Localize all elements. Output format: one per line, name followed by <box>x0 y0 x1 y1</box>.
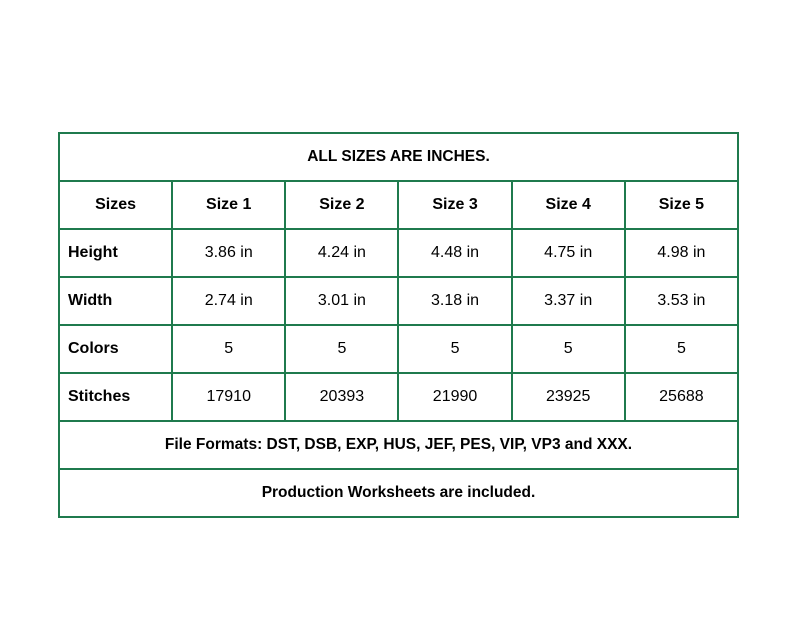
column-header: Size 2 <box>285 181 398 229</box>
table-cell: 3.37 in <box>512 277 625 325</box>
column-header: Size 3 <box>398 181 511 229</box>
table-cell: 3.01 in <box>285 277 398 325</box>
table-row-width <box>59 277 738 325</box>
file-formats-note: File Formats: DST, DSB, EXP, HUS, JEF, PES, VIP, VP3 and XXX. <box>59 421 738 469</box>
column-header: Size 5 <box>625 181 738 229</box>
formats-row <box>59 421 738 469</box>
title-row <box>59 133 738 181</box>
table-cell: 3.86 in <box>172 229 285 277</box>
worksheets-note: Production Worksheets are included. <box>59 469 738 517</box>
table-cell: 2.74 in <box>172 277 285 325</box>
row-label: Height <box>59 229 172 277</box>
table-cell: 5 <box>285 325 398 373</box>
table-cell: 20393 <box>285 373 398 421</box>
row-label: Width <box>59 277 172 325</box>
table-title: ALL SIZES ARE INCHES. <box>59 133 738 181</box>
table-cell: 23925 <box>512 373 625 421</box>
table-cell: 17910 <box>172 373 285 421</box>
table-row-height <box>59 229 738 277</box>
sizes-table <box>58 132 739 518</box>
table-cell: 3.18 in <box>398 277 511 325</box>
row-label: Colors <box>59 325 172 373</box>
column-header: Size 4 <box>512 181 625 229</box>
table-cell: 5 <box>398 325 511 373</box>
column-header: Sizes <box>59 181 172 229</box>
table-cell: 5 <box>625 325 738 373</box>
table-cell: 5 <box>512 325 625 373</box>
row-label: Stitches <box>59 373 172 421</box>
table-cell: 21990 <box>398 373 511 421</box>
worksheets-row <box>59 469 738 517</box>
table-cell: 3.53 in <box>625 277 738 325</box>
header-row <box>59 181 738 229</box>
table-cell: 5 <box>172 325 285 373</box>
table-cell: 4.98 in <box>625 229 738 277</box>
table-row-colors <box>59 325 738 373</box>
column-header: Size 1 <box>172 181 285 229</box>
table-cell: 4.24 in <box>285 229 398 277</box>
table-row-stitches <box>59 373 738 421</box>
table-cell: 25688 <box>625 373 738 421</box>
table-cell: 4.48 in <box>398 229 511 277</box>
table-cell: 4.75 in <box>512 229 625 277</box>
